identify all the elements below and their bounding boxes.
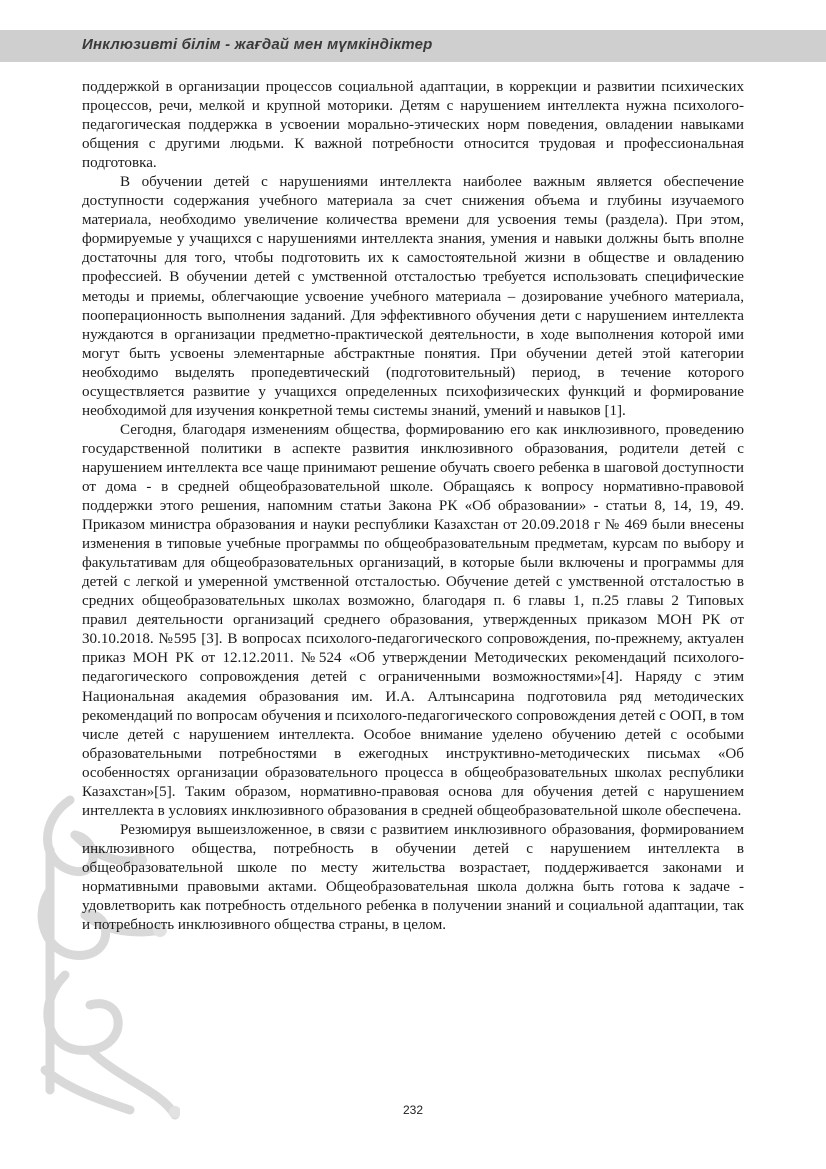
paragraph-2: В обучении детей с нарушениями интеллекта наиболее важным является обеспечение доступности содержания учебного материала за счет снижения объема и глубины изучаемого материала, необходимо увеличение количества времени для усвоения темы (раздела). При этом, формируемые у учащихся с нарушениями интеллекта знания, умения и навыки должны быть вполне достаточны для того, чтобы подготовить их к самостоятельной жизни в обществе и овладению профессией. В обучении детей с умственной отсталостью требуется использовать специфические методы и приемы, облегчающие усвоение учебного материала – дозирование учебного материала, пооперационность выполнения заданий. Для эффективного обучения дети с нарушением интеллекта нуждаются в организации предметно-практической деятельности, в ходе выполнения которой ими могут быть усвоены элементарные абстрактные понятия. При обучении детей этой категории необходимо выделять пропедевтический (подготовительный) период, в течение которого осуществляется развитие у учащихся определенных психофизических функций и формирование необходимой для изучения конкретной темы системы знаний, умений и навыков [1]. bbox=[82, 174, 744, 419]
paragraph-1: поддержкой в организации процессов социальной адаптации, в коррекции и развитии психических процессов, речи, мелкой и крупной моторики. Детям с нарушением интеллекта нужна психолого-педагогическая поддержка в усвоении морально-этических норм поведения, овладении навыками общения с другими людьми. К важной потребности относится трудовая и профессиональная подготовка. bbox=[82, 79, 744, 172]
page-number: 232 bbox=[402, 1103, 424, 1117]
body-text bbox=[82, 78, 744, 935]
paragraph-4: Резюмируя вышеизложенное, в связи с развитием инклюзивного образования, формированием инклюзивного общества, потребность в обучении детей с нарушением интеллекта в общеобразовательной школе по месту жительства возрастает, поддерживается законами и нормативными правовыми актами. Общеобразовательная школа должна быть готова к задаче - удовлетворить как потребность отдельного ребенка в получении знаний и социальной адаптации, так и потребность инклюзивного общества страны, в целом. bbox=[82, 821, 744, 934]
running-header-title: Инклюзивті білім - жағдай мен мүмкіндіктер bbox=[82, 36, 433, 53]
paragraph-3: Сегодня, благодаря изменениям общества, формированию его как инклюзивного, проведению государственной политики в аспекте развития инклюзивного образования, родители детей с нарушением интеллекта все чаще принимают решение обучать своего ребенка в шаговой доступности от дома - в средней общеобразовательной школе. Обращаясь к вопросу нормативно-правовой поддержки этого решения, напомним статьи Закона РК «Об образовании» - статьи 8, 14, 19, 49. Приказом министра образования и науки республики Казахстан от 20.09.2018 г № 469 были внесены изменения в типовые учебные программы по общеобразовательным предметам, курсам по выбору и факультативам для общеобразовательных организаций, в которые были включены и программы для детей с легкой и умеренной умственной отсталостью. Обучение детей с умственной отсталостью в средних общеобразовательных школах возможно, благодаря п. 6 главы 1, п.25 главы 2 Типовых правил деятельности организаций среднего образования, утвержденных приказом МОН РК от 30.10.2018. №595 [3]. В вопросах психолого-педагогического сопровождения, по-прежнему, актуален приказ МОН РК от 12.12.2011. №524 «Об утверждении Методических рекомендаций психолого-педагогического сопровождения детей с ограниченными возможностями»[4]. Наряду с этим Национальная академия образования им. И.А. Алтынсарина подготовила ряд методических рекомендаций по вопросам обучения и психолого-педагогического сопровождения детей с ООП, в том числе детей с нарушением интеллекта. Особое внимание уделено обучению детей с особыми образовательными потребностями в ежегодных инструктивно-методических письмах «Об особенностях организации образовательного процесса в общеобразовательных школах республики Казахстан»[5]. Таким образом, нормативно-правовая основа для обучения детей с нарушением интеллекта в условиях инклюзивного образования в средней общеобразовательной школе обеспечена. bbox=[82, 421, 744, 819]
